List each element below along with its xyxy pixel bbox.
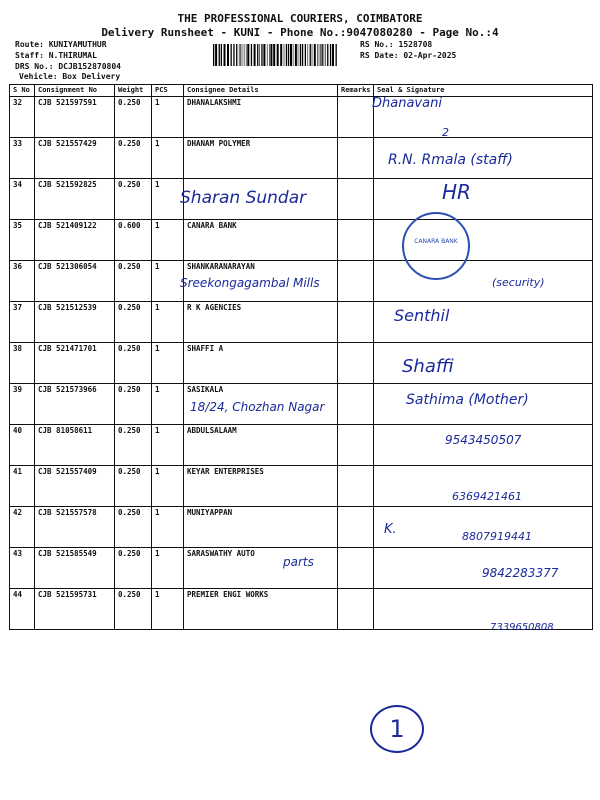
barcode-bar xyxy=(310,44,311,66)
cell-consignment: CJB 81058611 xyxy=(35,425,115,466)
barcode-bar xyxy=(319,44,320,66)
cell-consignee: SHAFFI A xyxy=(184,343,338,384)
cell-pcs: 1 xyxy=(152,548,184,589)
barcode-bar xyxy=(269,44,270,66)
bank-seal: CANARA BANK xyxy=(402,212,470,280)
cell-pcs: 1 xyxy=(152,507,184,548)
cell-weight: 0.600 xyxy=(115,220,152,261)
barcode-bar xyxy=(300,44,301,66)
signature-34: HR xyxy=(442,180,471,204)
cell-sno: 34 xyxy=(10,179,35,220)
cell-weight: 0.250 xyxy=(115,548,152,589)
cell-sno: 43 xyxy=(10,548,35,589)
runsheet-title: Delivery Runsheet - KUNI - Phone No.:9047080280 - Page No.:4 xyxy=(101,26,499,39)
cell-remarks xyxy=(338,425,374,466)
barcode-bar xyxy=(284,44,285,66)
cell-sno: 42 xyxy=(10,507,35,548)
cell-pcs: 1 xyxy=(152,97,184,138)
cell-weight: 0.250 xyxy=(115,466,152,507)
barcode-bar xyxy=(254,44,256,66)
vehicle-label: Vehicle: Box Delivery xyxy=(19,72,121,81)
table-row xyxy=(10,220,593,261)
barcode-bar xyxy=(231,44,232,66)
cell-remarks xyxy=(338,343,374,384)
cell-weight: 0.250 xyxy=(115,138,152,179)
barcode-bar xyxy=(224,44,226,66)
cell-weight: 0.250 xyxy=(115,425,152,466)
barcode-bar xyxy=(213,44,214,66)
cell-remarks xyxy=(338,384,374,425)
cell-sno: 33 xyxy=(10,138,35,179)
cell-remarks xyxy=(338,507,374,548)
cell-consignment: CJB 521585549 xyxy=(35,548,115,589)
cell-remarks xyxy=(338,179,374,220)
col-weight: Weight xyxy=(115,85,152,97)
barcode-bar xyxy=(308,44,309,66)
cell-consignee: MUNIYAPPAN xyxy=(184,507,338,548)
barcode-bar xyxy=(244,44,245,66)
cell-signature xyxy=(374,179,593,220)
barcode-bar xyxy=(336,44,337,66)
staff-label: Staff: N.THIRUMAL xyxy=(15,51,97,60)
cell-pcs: 1 xyxy=(152,220,184,261)
cell-consignee: CANARA BANK xyxy=(184,220,338,261)
barcode-bar xyxy=(242,44,243,66)
cell-remarks xyxy=(338,548,374,589)
cell-consignment: CJB 521597591 xyxy=(35,97,115,138)
phone-42: 8807919441 xyxy=(462,530,532,543)
barcode-bar xyxy=(251,44,252,66)
table-row xyxy=(10,343,593,384)
barcode-bar xyxy=(273,44,275,66)
signature-36: (security) xyxy=(492,276,545,289)
cell-remarks xyxy=(338,261,374,302)
barcode-bar xyxy=(324,44,325,66)
barcode-bar xyxy=(221,44,222,66)
cell-consignment: CJB 521306054 xyxy=(35,261,115,302)
cell-sno: 38 xyxy=(10,343,35,384)
cell-weight: 0.250 xyxy=(115,343,152,384)
company-title: THE PROFESSIONAL COURIERS, COIMBATORE xyxy=(177,12,423,25)
phone-40: 9543450507 xyxy=(445,433,522,447)
cell-pcs: 1 xyxy=(152,179,184,220)
cell-consignee: SARASWATHY AUTO xyxy=(184,548,338,589)
cell-sno: 32 xyxy=(10,97,35,138)
barcode-bar xyxy=(267,44,268,66)
barcode-bar xyxy=(288,44,289,66)
handwritten-name-36: Sreekongagambal Mills xyxy=(180,276,320,290)
cell-remarks xyxy=(338,466,374,507)
cell-consignee: SHANKARANARAYAN xyxy=(184,261,338,302)
barcode-bar xyxy=(295,44,297,66)
cell-signature xyxy=(374,261,593,302)
barcode-bar xyxy=(327,44,328,66)
signature-37: Senthil xyxy=(394,306,450,325)
cell-sno: 41 xyxy=(10,466,35,507)
cell-consignment: CJB 521471701 xyxy=(35,343,115,384)
cell-remarks xyxy=(338,138,374,179)
signature-42: K. xyxy=(384,522,397,537)
cell-consignment: CJB 521557578 xyxy=(35,507,115,548)
cell-remarks xyxy=(338,220,374,261)
barcode-bar xyxy=(320,44,321,66)
cell-weight: 0.250 xyxy=(115,589,152,630)
cell-sno: 37 xyxy=(10,302,35,343)
route-label: Route: KUNIYAMUTHUR xyxy=(15,40,107,49)
cell-pcs: 1 xyxy=(152,138,184,179)
handwritten-note-43: parts xyxy=(283,555,314,569)
cell-sno: 39 xyxy=(10,384,35,425)
barcode-bar xyxy=(239,44,240,66)
cell-sno: 40 xyxy=(10,425,35,466)
cell-weight: 0.250 xyxy=(115,302,152,343)
barcode xyxy=(213,44,338,66)
cell-consignment: CJB 521557409 xyxy=(35,466,115,507)
barcode-bar xyxy=(263,44,265,66)
drs-label: DRS No.: DCJB152870804 xyxy=(15,62,121,71)
barcode-bar xyxy=(314,44,316,66)
barcode-bar xyxy=(247,44,249,66)
cell-sno: 44 xyxy=(10,589,35,630)
col-sno: S No xyxy=(10,85,35,97)
col-pcs: PCS xyxy=(152,85,184,97)
barcode-bar xyxy=(257,44,258,66)
signature-39: Sathima (Mother) xyxy=(406,392,529,408)
cell-consignee: DHANAM POLYMER xyxy=(184,138,338,179)
barcode-bar xyxy=(277,44,279,66)
cell-consignment: CJB 521409122 xyxy=(35,220,115,261)
barcode-bar xyxy=(312,44,313,66)
barcode-bar xyxy=(259,44,260,66)
barcode-bar xyxy=(246,44,247,66)
page-circle-number: 1 xyxy=(370,705,424,753)
cell-pcs: 1 xyxy=(152,261,184,302)
barcode-bar xyxy=(233,44,234,66)
table-row xyxy=(10,97,593,138)
col-remarks: Remarks xyxy=(338,85,374,97)
barcode-bar xyxy=(227,44,229,66)
barcode-bar xyxy=(215,44,217,66)
barcode-bar xyxy=(219,44,220,66)
phone-44: 7339650808 xyxy=(490,622,554,633)
barcode-bar xyxy=(322,44,323,66)
barcode-bar xyxy=(261,44,262,66)
cell-pcs: 1 xyxy=(152,589,184,630)
cell-consignment: CJB 521595731 xyxy=(35,589,115,630)
cell-consignee: ABDULSALAAM xyxy=(184,425,338,466)
cell-pcs: 1 xyxy=(152,425,184,466)
table-row xyxy=(10,302,593,343)
cell-consignment: CJB 521592825 xyxy=(35,179,115,220)
cell-weight: 0.250 xyxy=(115,97,152,138)
cell-remarks xyxy=(338,302,374,343)
phone-41: 6369421461 xyxy=(452,490,522,503)
signature-38: Shaffi xyxy=(402,356,454,377)
col-signature: Seal & Signature xyxy=(374,85,593,97)
cell-consignee: KEYAR ENTERPRISES xyxy=(184,466,338,507)
cell-weight: 0.250 xyxy=(115,179,152,220)
cell-consignee: SASIKALA xyxy=(184,384,338,425)
barcode-bar xyxy=(298,44,299,66)
cell-consignee: PREMIER ENGI WORKS xyxy=(184,589,338,630)
table-header-row xyxy=(10,85,593,97)
circled-number-33: 2 xyxy=(442,126,449,139)
cell-consignment: CJB 521557429 xyxy=(35,138,115,179)
rs-no-label: RS No.: 1528708 xyxy=(360,40,433,49)
cell-pcs: 1 xyxy=(152,466,184,507)
cell-signature xyxy=(374,589,593,630)
barcode-bar xyxy=(286,44,287,66)
cell-sno: 36 xyxy=(10,261,35,302)
cell-pcs: 1 xyxy=(152,302,184,343)
barcode-bar xyxy=(240,44,241,66)
cell-consignee: DHANALAKSHMI xyxy=(184,97,338,138)
barcode-bar xyxy=(332,44,334,66)
phone-43: 9842283377 xyxy=(482,566,559,580)
barcode-bar xyxy=(270,44,272,66)
cell-consignee: R K AGENCIES xyxy=(184,302,338,343)
cell-sno: 35 xyxy=(10,220,35,261)
cell-weight: 0.250 xyxy=(115,507,152,548)
barcode-bar xyxy=(305,44,306,66)
cell-pcs: 1 xyxy=(152,384,184,425)
barcode-bar xyxy=(317,44,318,66)
cell-weight: 0.250 xyxy=(115,261,152,302)
col-consignment: Consignment No xyxy=(35,85,115,97)
signature-33: R.N. Rmala (staff) xyxy=(388,152,513,168)
barcode-bar xyxy=(236,44,237,66)
cell-consignment: CJB 521573966 xyxy=(35,384,115,425)
barcode-bar xyxy=(280,44,282,66)
col-consignee: Consignee Details xyxy=(184,85,338,97)
barcode-bar xyxy=(302,44,303,66)
signature-32: Dhanavani xyxy=(372,96,442,111)
cell-weight: 0.250 xyxy=(115,384,152,425)
cell-remarks xyxy=(338,589,374,630)
barcode-bar xyxy=(325,44,326,66)
cell-consignment: CJB 521512539 xyxy=(35,302,115,343)
rs-date-label: RS Date: 02-Apr-2025 xyxy=(360,51,457,60)
handwritten-address-39: 18/24, Chozhan Nagar xyxy=(190,400,325,414)
cell-remarks xyxy=(338,97,374,138)
barcode-bar xyxy=(330,44,331,66)
barcode-bar xyxy=(293,44,294,66)
handwritten-name-34: Sharan Sundar xyxy=(180,188,307,208)
cell-pcs: 1 xyxy=(152,343,184,384)
barcode-bar xyxy=(290,44,292,66)
